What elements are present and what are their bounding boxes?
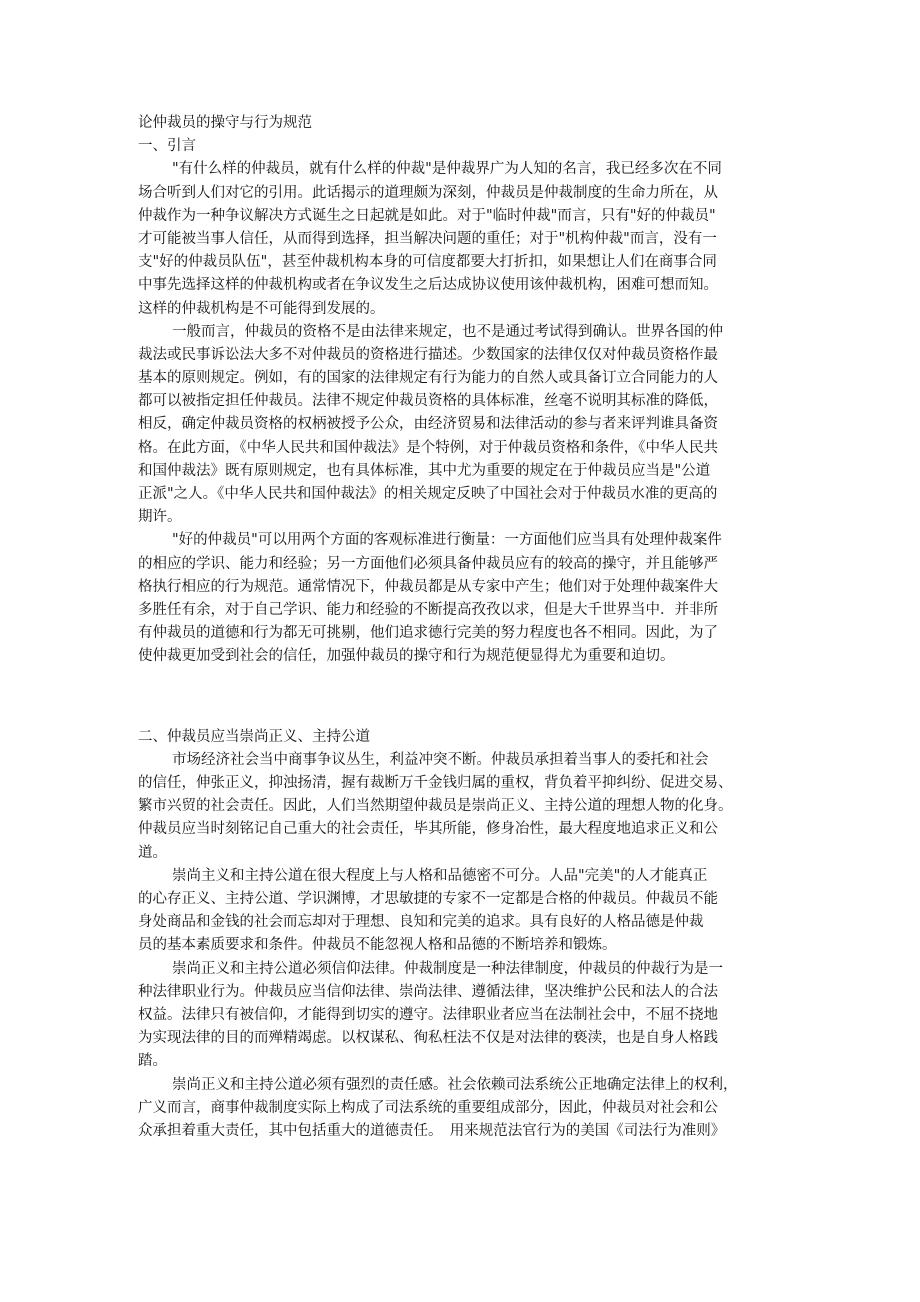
- paragraph-line: 的相应的学识、能力和经验；另一方面他们必须具备仲裁员应有的较高的操守，并且能够严: [138, 555, 718, 572]
- paragraph-line: 为实现法律的目的而殚精竭虑。以权谋私、徇私枉法不仅是对法律的亵渎，也是自身人格践: [138, 1030, 718, 1047]
- section-heading: 二、仲裁员应当崇尚正义、主持公道: [138, 728, 370, 745]
- document-title: 论仲裁员的操守与行为规范: [138, 115, 312, 131]
- paragraph-line: 使仲裁更加受到社会的信任，加强仲裁员的操守和行为规范便显得尤为重要和迫切。: [138, 648, 675, 665]
- paragraph-line: 的信任，伸张正义，抑浊扬清，握有裁断万千金钱归属的重权，背负着平抑纠纷、促进交易、: [138, 775, 733, 792]
- section-heading: 一、引言: [138, 138, 196, 155]
- document-page: [138, 112, 798, 1143]
- paragraph-line: 权益。法律只有被信仰，才能得到切实的遵守。法律职业者应当在法制社会中，不屈不挠地: [138, 1006, 718, 1023]
- blank-line: [138, 692, 798, 726]
- paragraph-line: 踏。: [138, 1053, 167, 1070]
- paragraph-line: 支"好的仲裁员队伍"，甚至仲裁机构本身的可信度都要大打折扣，如果想让人们在商事合同: [138, 254, 717, 271]
- paragraph-line: 崇尚主义和主持公道在很大程度上与人格和品德密不可分。人品"完美"的人才能真正: [172, 867, 708, 884]
- paragraph-line: 格。在此方面，《中华人民共和国仲裁法》是个特例，对于仲裁员资格和条件，《中华人民共: [138, 439, 718, 456]
- paragraph-line: 员的基本素质要求和条件。仲裁员不能忽视人格和品德的不断培养和锻炼。: [138, 937, 617, 954]
- paragraph-line: 裁法或民事诉讼法大多不对仲裁员的资格进行描述。少数国家的法律仅仅对仲裁员资格作最: [138, 346, 718, 363]
- paragraph-line: 众承担着重大责任，其中包括重大的道德责任。 用来规范法官行为的美国《司法行为准则》: [138, 1122, 726, 1139]
- paragraph-line: 有仲裁员的道德和行为都无可挑剔，他们追求德行完美的努力程度也各不相同。因此，为了: [138, 625, 718, 642]
- paragraph-line: 和国仲裁法》既有原则规定，也有具体标准，其中尤为重要的规定在于仲裁员应当是"公道: [138, 462, 711, 479]
- paragraph-line: 场合听到人们对它的引用。此话揭示的道理颇为深刻，仲裁员是仲裁制度的生命力所在，从: [138, 184, 718, 201]
- paragraph-line: 崇尚正义和主持公道必须有强烈的责任感。社会依赖司法系统公正地确定法律上的权利，: [172, 1076, 738, 1093]
- paragraph-line: 仲裁员应当时刻铭记自己重大的社会责任，毕其所能，修身冶性，最大程度地追求正义和公: [138, 821, 718, 838]
- paragraph-line: 基本的原则规定。例如，有的国家的法律规定有行为能力的自然人或具备订立合同能力的人: [138, 370, 718, 387]
- paragraph-line: 中事先选择这样的仲裁机构或者在争议发生之后达成协议使用该仲裁机构，困难可想而知。: [138, 277, 718, 294]
- paragraph-line: 广义而言，商事仲裁制度实际上构成了司法系统的重要组成部分，因此，仲裁员对社会和公: [138, 1099, 718, 1116]
- paragraph-line: 正派"之人。《中华人民共和国仲裁法》的相关规定反映了中国社会对于仲裁员水准的更高的: [138, 486, 718, 502]
- paragraph-line: 格执行相应的行为规范。通常情况下，仲裁员都是从专家中产生；他们对于处理仲裁案件大: [138, 578, 718, 595]
- paragraph-line: 市场经济社会当中商事争议丛生，利益冲突不断。仲裁员承担着当事人的委托和社会: [172, 751, 709, 768]
- blank-line: [138, 669, 798, 692]
- paragraph-line: 期许。: [138, 509, 182, 526]
- paragraph-line: 仲裁作为一种争议解决方式诞生之日起就是如此。对于"临时仲裁"而言，只有"好的仲裁员": [138, 207, 716, 224]
- paragraph-line: 相反，确定仲裁员资格的权柄被授予公众，由经济贸易和法律活动的参与者来评判谁具备资: [138, 416, 718, 433]
- paragraph-line: 这样的仲裁机构是不可能得到发展的。: [138, 300, 385, 317]
- paragraph-line: 种法律职业行为。仲裁员应当信仰法律、崇尚法律、遵循法律，坚决维护公民和法人的合法: [138, 983, 718, 1000]
- paragraph-line: 崇尚正义和主持公道必须信仰法律。仲裁制度是一种法律制度，仲裁员的仲裁行为是一: [172, 960, 723, 977]
- paragraph-line: 道。: [138, 844, 167, 861]
- paragraph-line: 多胜任有余，对于自己学识、能力和经验的不断提高孜孜以求，但是大千世界当中．并非所: [138, 601, 718, 618]
- paragraph-line: "有什么样的仲裁员，就有什么样的仲裁"是仲裁界广为人知的名言，我已经多次在不同: [172, 161, 722, 178]
- paragraph-line: 身处商品和金钱的社会而忘却对于理想、良知和完美的追求。具有良好的人格品德是仲裁: [138, 914, 704, 931]
- paragraph-line: "好的仲裁员"可以用两个方面的客观标准进行衡量：一方面他们应当具有处理仲裁案件: [172, 532, 722, 549]
- paragraph-line: 才可能被当事人信任，从而得到选择，担当解决问题的重任；对于"机构仲裁"而言，没有一: [138, 230, 717, 247]
- paragraph-line: 的心存正义、主持公道、学识渊博，才思敏捷的专家不一定都是合格的仲裁员。仲裁员不能: [138, 891, 718, 907]
- paragraph-line: 都可以被指定担任仲裁员。法律不规定仲裁员资格的具体标准，丝毫不说明其标准的降低，: [138, 393, 718, 410]
- paragraph-line: 一般而言，仲裁员的资格不是由法律来规定，也不是通过考试得到确认。世界各国的仲: [172, 323, 723, 340]
- paragraph-line: 繁市兴贸的社会责任。因此，人们当然期望仲裁员是崇尚正义、主持公道的理想人物的化身。: [138, 798, 733, 815]
